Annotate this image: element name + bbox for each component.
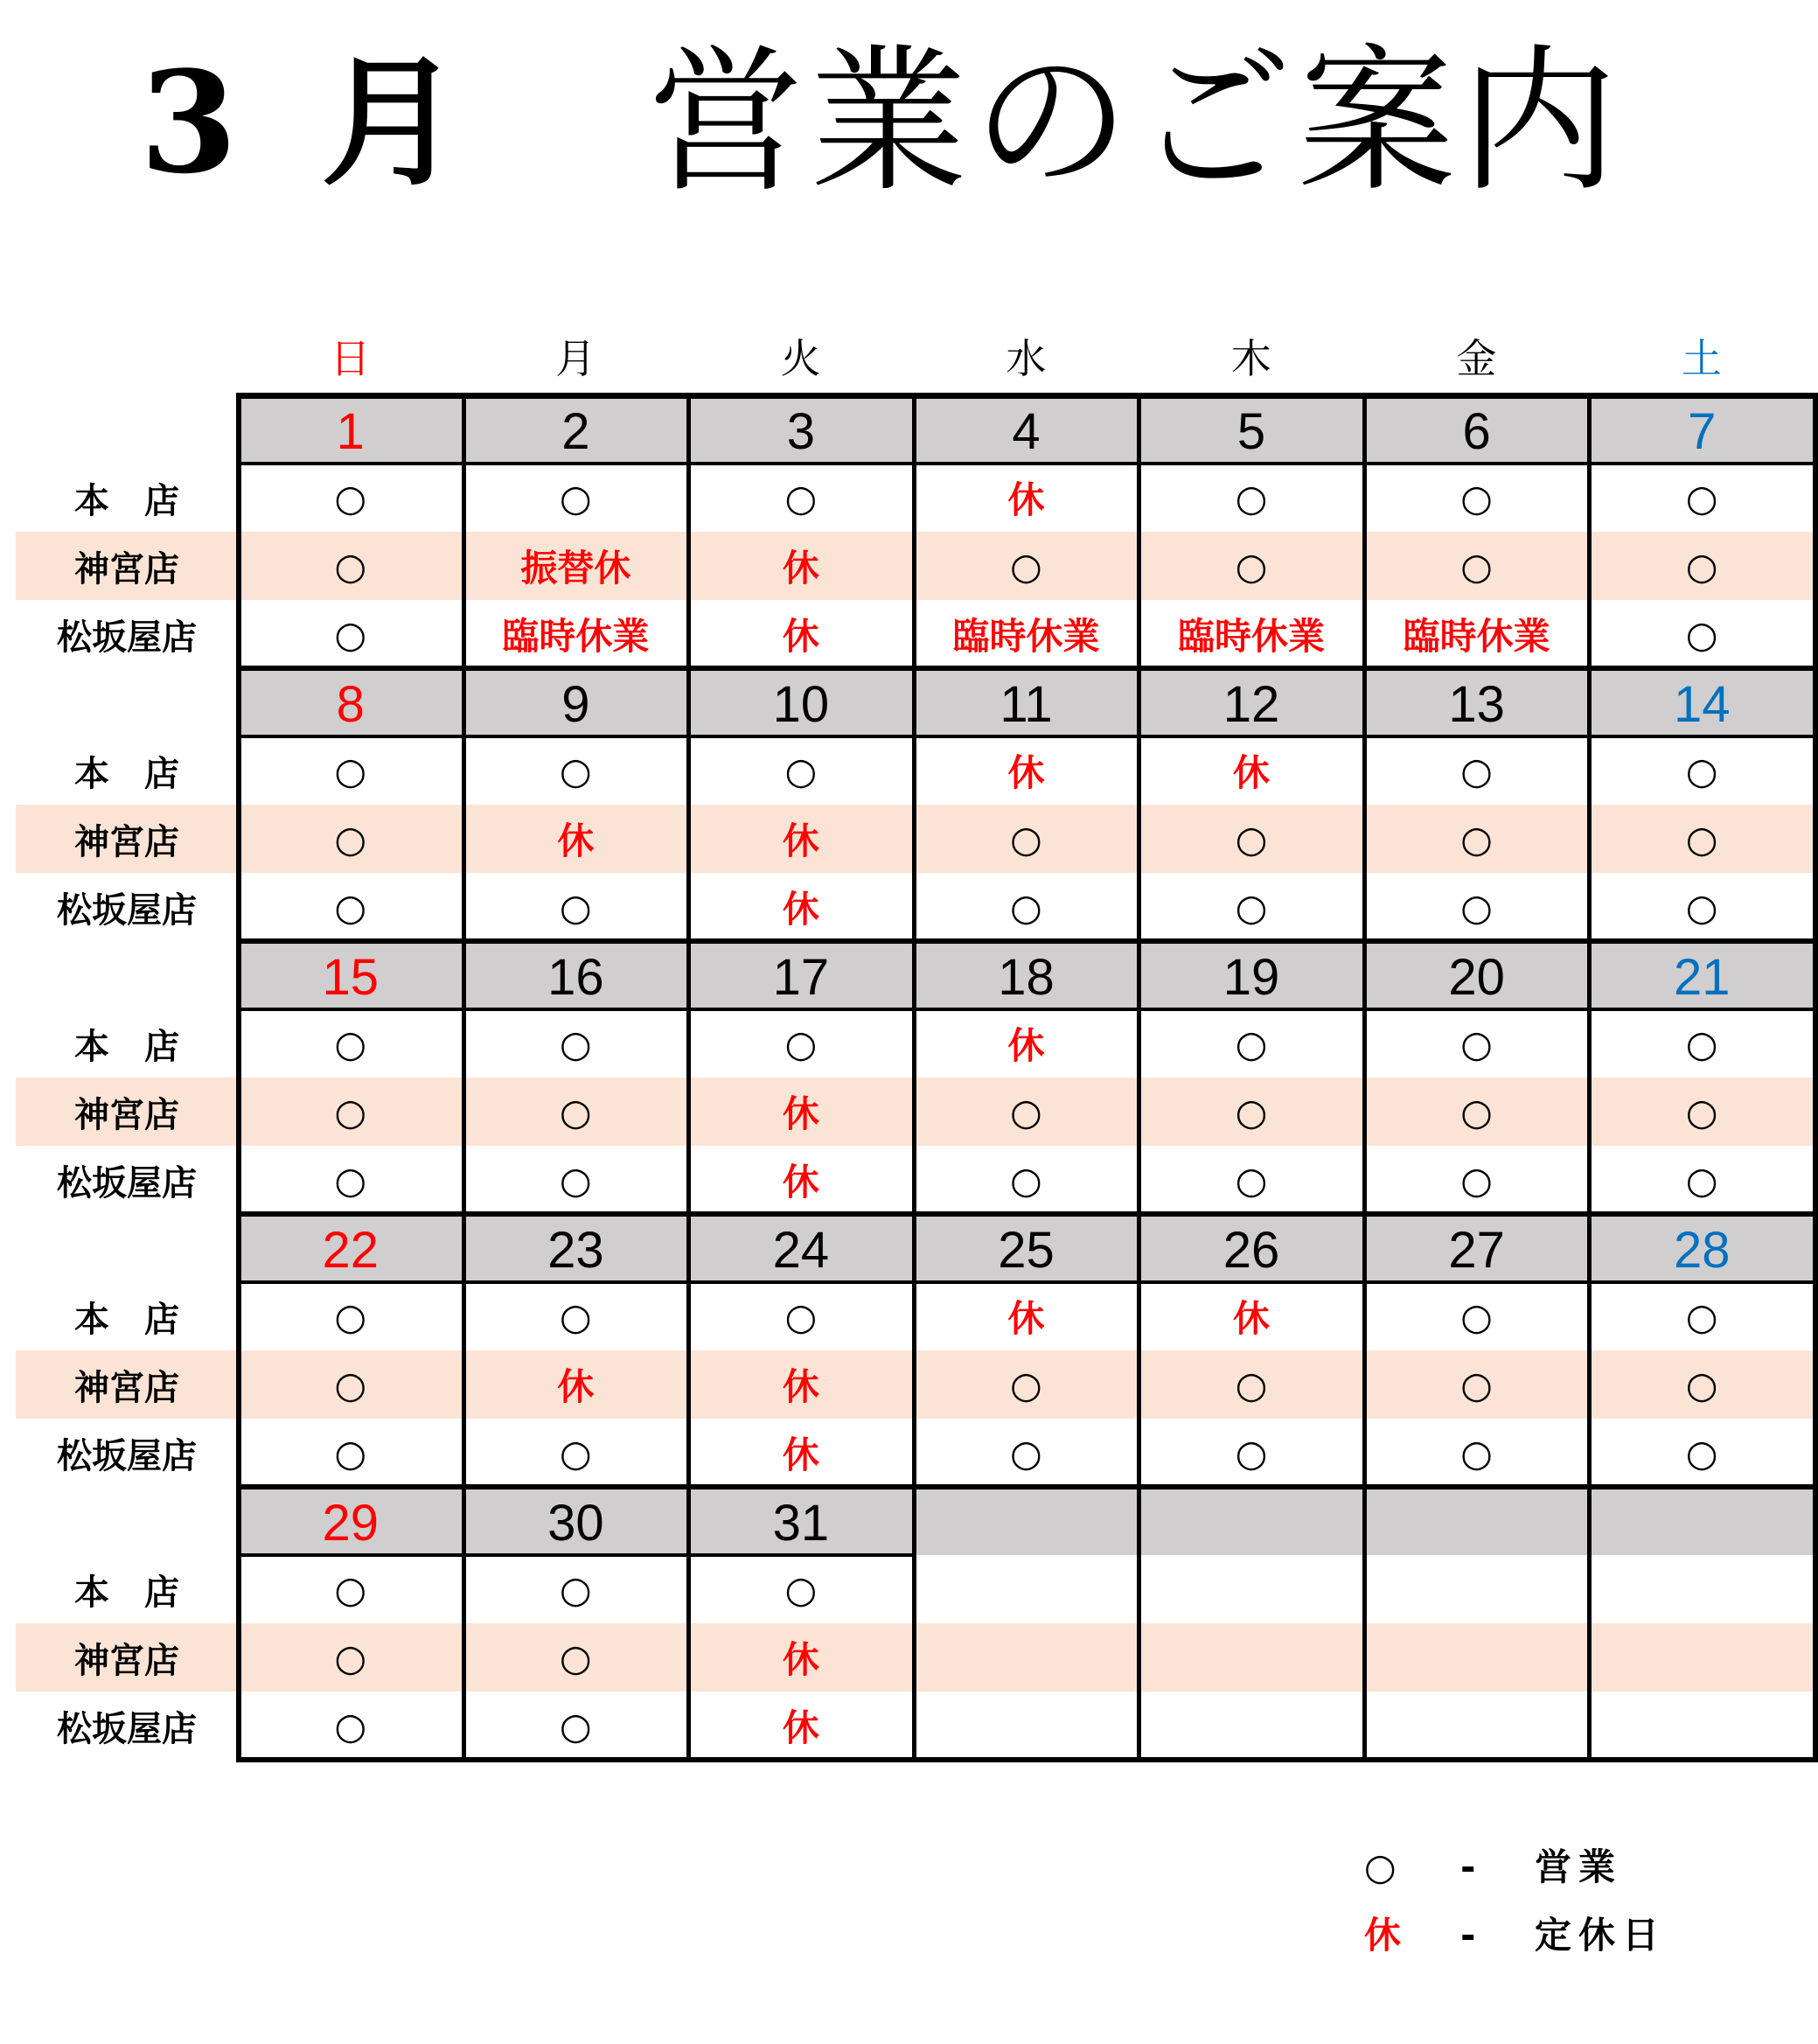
status-cell: ○ [1460,817,1493,861]
status-cell [1364,1692,1590,1760]
weekday-header: 水 [1006,335,1047,382]
status-cell: 休 [782,1706,819,1749]
status-cell: 振替休 [520,547,631,589]
status-cell: 休 [782,1092,819,1135]
store-label: 神宮店 [74,1094,179,1135]
status-cell: ○ [1460,544,1493,588]
status-cell: ○ [560,476,592,520]
status-cell: ○ [560,885,592,929]
column-divider [1362,393,1367,1762]
status-cell: 臨時休業 [952,615,1100,658]
status-cell: ○ [334,1022,367,1065]
day-number: 20 [1448,948,1505,1006]
status-cell: 休 [557,820,595,862]
day-number: 23 [547,1221,604,1279]
page-title: 営業のご案内 [647,31,1624,213]
day-number: 4 [1012,402,1041,460]
status-cell: ○ [1235,885,1268,929]
status-cell: 休 [1233,1297,1271,1340]
status-cell [914,1623,1139,1692]
day-number: 19 [1222,948,1280,1006]
day-number: 1 [336,402,365,460]
status-cell: ○ [334,476,367,520]
status-cell: 休 [782,888,819,931]
legend-closed-dash: - [1460,1914,1476,1957]
legend-open-symbol: ○ [1364,1845,1397,1888]
day-number: 12 [1222,675,1280,733]
status-cell: ○ [334,1704,367,1748]
status-cell: ○ [1235,1090,1268,1134]
status-cell: 臨時休業 [502,615,650,658]
day-number: 15 [322,948,380,1006]
status-cell: ○ [1460,1090,1493,1134]
status-cell: ○ [334,612,367,656]
column-divider [912,393,916,1762]
status-cell: 休 [782,1638,819,1681]
status-cell: ○ [1460,1158,1493,1202]
column-divider [1137,393,1141,1762]
status-cell: ○ [334,1636,367,1679]
status-cell: 臨時休業 [1178,615,1326,658]
status-cell: 臨時休業 [1403,615,1550,658]
status-cell [914,1692,1139,1760]
day-number: 18 [998,948,1055,1006]
status-cell: ○ [1010,1431,1042,1475]
status-cell: ○ [1235,817,1268,861]
legend-open-dash: - [1460,1845,1476,1888]
weekday-header: 月 [555,335,596,382]
week-divider [238,1484,1817,1489]
store-label: 松坂屋店 [57,889,197,931]
status-cell: ○ [1460,1022,1493,1065]
status-cell: 休 [1007,478,1045,521]
status-cell: ○ [334,1363,367,1406]
status-cell: ○ [1685,1022,1718,1065]
status-cell: ○ [1685,1090,1718,1134]
weekday-header: 金 [1456,335,1497,382]
status-cell [914,1555,1139,1623]
status-cell: ○ [560,1158,592,1202]
day-number: 7 [1688,402,1717,460]
status-cell: ○ [1685,885,1718,929]
day-number: 30 [547,1494,604,1552]
day-number [1589,1489,1815,1557]
status-cell: ○ [1010,544,1042,588]
status-cell: ○ [1010,885,1042,929]
status-cell: 休 [782,547,819,589]
status-cell [1589,1555,1815,1623]
status-cell: ○ [1460,476,1493,520]
week-divider [238,1211,1817,1217]
day-number: 9 [561,675,590,733]
weekday-header: 火 [780,335,821,382]
status-cell: ○ [1685,1363,1718,1406]
status-cell: 休 [557,1365,595,1408]
column-divider [1813,393,1818,1762]
day-number [1139,1489,1364,1557]
status-cell: ○ [1460,1363,1493,1406]
status-cell: ○ [334,817,367,861]
status-cell: ○ [334,1294,367,1338]
status-cell: ○ [1460,885,1493,929]
store-label: 神宮店 [74,548,179,589]
day-number [1364,1489,1590,1557]
day-number: 24 [772,1221,830,1279]
column-divider [462,393,466,1762]
store-label: 本 店 [74,480,179,521]
status-cell: ○ [334,1431,367,1475]
status-cell: ○ [560,1022,592,1065]
status-cell: ○ [1460,749,1493,792]
day-number: 5 [1236,402,1266,460]
day-number: 29 [322,1494,380,1552]
day-number: 8 [336,675,365,733]
status-cell [1364,1555,1590,1623]
status-cell: ○ [560,1294,592,1338]
status-cell: ○ [1010,1158,1042,1202]
store-label: 本 店 [74,753,179,794]
status-cell: ○ [1235,1431,1268,1475]
day-number: 11 [1000,675,1053,733]
status-cell [1589,1623,1815,1692]
weekday-header: 日 [330,335,371,382]
week-divider [238,938,1817,944]
status-cell: ○ [784,1567,818,1611]
status-cell: ○ [1235,544,1268,588]
legend-closed-text: 定休日 [1535,1914,1667,1957]
day-number: 27 [1448,1221,1505,1279]
legend-open [1364,1841,1758,1894]
day-number: 13 [1448,675,1505,733]
status-cell: ○ [560,1090,592,1134]
status-cell: 休 [782,1434,819,1476]
status-cell: ○ [560,1431,592,1475]
day-number [914,1489,1139,1557]
store-label: 松坂屋店 [57,1162,197,1203]
status-cell: ○ [1685,749,1718,792]
column-divider [236,393,241,1762]
day-number: 31 [772,1494,830,1552]
status-cell: ○ [1685,612,1718,656]
status-cell: 休 [1007,1297,1045,1340]
day-number: 2 [561,402,590,460]
status-cell: ○ [334,1567,367,1611]
header-divider [238,1008,1815,1011]
weekday-header: 土 [1681,335,1722,382]
legend-closed-symbol: 休 [1364,1914,1402,1957]
status-cell [1589,1692,1815,1760]
store-label: 神宮店 [74,1367,179,1408]
day-number: 26 [1222,1221,1280,1279]
day-number: 17 [772,948,830,1006]
status-cell: ○ [1685,544,1718,588]
store-label: 神宮店 [74,821,179,862]
status-cell: ○ [334,544,367,588]
store-label: 松坂屋店 [57,1708,197,1749]
day-number: 21 [1673,948,1731,1006]
status-cell: ○ [784,1022,818,1065]
header-divider [238,462,1815,465]
status-cell: 休 [1233,751,1271,794]
status-cell: ○ [560,1636,592,1679]
status-cell: ○ [560,749,592,792]
status-cell: ○ [1685,817,1718,861]
status-cell: ○ [1685,1294,1718,1338]
week-divider [238,666,1817,671]
store-label: 本 店 [74,1572,179,1613]
status-cell: ○ [1010,817,1042,861]
legend-open-text: 営業 [1535,1845,1623,1888]
column-divider [1587,393,1592,1762]
status-cell [1139,1555,1364,1623]
store-label: 本 店 [74,1299,179,1340]
status-cell: 休 [1007,1024,1045,1067]
day-number: 25 [998,1221,1055,1279]
day-number: 22 [322,1221,380,1279]
column-divider [686,393,691,1762]
store-label: 本 店 [74,1026,179,1067]
status-cell: ○ [1235,1363,1268,1406]
store-label: 神宮店 [74,1640,179,1681]
status-cell: ○ [1685,1431,1718,1475]
day-number: 16 [547,948,604,1006]
weekday-header: 木 [1230,335,1271,382]
status-cell: ○ [560,1704,592,1748]
day-number: 14 [1673,675,1731,733]
status-cell [1364,1623,1590,1692]
title-month: 3 月 [140,40,479,205]
status-cell: 休 [782,1161,819,1203]
day-number: 3 [786,402,816,460]
status-cell: ○ [784,476,818,520]
status-cell: ○ [1010,1363,1042,1406]
status-cell: 休 [1007,751,1045,794]
day-number: 6 [1462,402,1491,460]
legend-closed [1364,1909,1758,1962]
status-cell: 休 [782,820,819,862]
week-divider [238,393,1817,399]
status-cell: ○ [1685,1158,1718,1202]
status-cell: ○ [1235,1022,1268,1065]
store-label: 松坂屋店 [57,617,197,658]
status-cell: ○ [334,1090,367,1134]
status-cell [1139,1692,1364,1760]
day-number: 28 [1673,1221,1731,1279]
status-cell: ○ [1235,476,1268,520]
status-cell: 休 [782,1365,819,1408]
status-cell: ○ [334,749,367,792]
status-cell: ○ [1460,1431,1493,1475]
header-divider [238,1280,1815,1284]
status-cell [1139,1623,1364,1692]
table-bottom [238,1757,1817,1762]
status-cell: ○ [784,1294,818,1338]
status-cell: ○ [1460,1294,1493,1338]
store-label: 松坂屋店 [57,1435,197,1476]
status-cell: ○ [784,749,818,792]
header-divider [238,735,1815,738]
status-cell: ○ [334,885,367,929]
status-cell: 休 [782,615,819,658]
status-cell: ○ [1010,1090,1042,1134]
status-cell: ○ [1235,1158,1268,1202]
day-number: 10 [772,675,830,733]
status-cell: ○ [1685,476,1718,520]
status-cell: ○ [560,1567,592,1611]
status-cell: ○ [334,1158,367,1202]
header-divider [238,1553,914,1557]
